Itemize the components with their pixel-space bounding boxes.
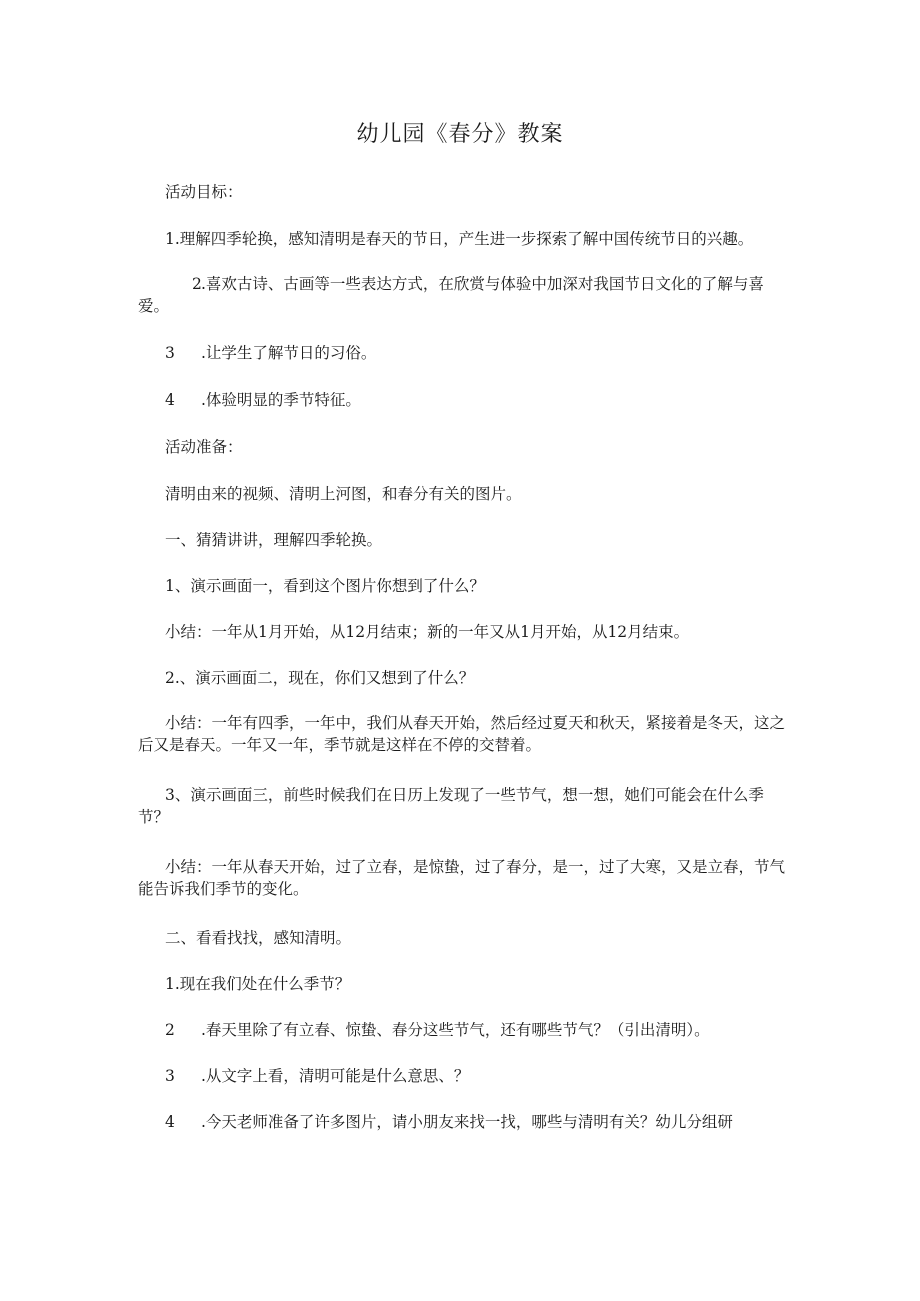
- part2-number: 3: [165, 1067, 175, 1085]
- goal-number: 3: [165, 344, 175, 362]
- part2-number: 4: [165, 1113, 175, 1131]
- part1-summary-1: 小结：一年从1月开始，从12月结束；新的一年又从1月开始，从12月结束。: [165, 623, 690, 641]
- part1-heading: 一、猜猜讲讲，理解四季轮换。: [165, 531, 383, 549]
- goal-item-4: [138, 389, 813, 411]
- goal-text: .喜欢古诗、古画等一些表达方式，在欣赏与体验中加深对我国节日文化的了解与喜爱。: [138, 275, 764, 315]
- goal-text: .让学生了解节日的习俗。: [201, 344, 377, 362]
- part2-item-2: [138, 1019, 813, 1041]
- part1-item-2: 2.、演示画面二，现在，你们又想到了什么？: [165, 669, 475, 687]
- part1-summary-2: 小结：一年有四季，一年中，我们从春天开始，然后经过夏天和秋天，紧接着是冬天，这之后又是春天。一年又一年，季节就是这样在不停的交替着。: [138, 714, 786, 754]
- part2-text: .今天老师准备了许多图片，请小朋友来找一找，哪些与清明有关？幼儿分组研: [201, 1113, 733, 1131]
- part1-item-3: 3、演示画面三，前些时候我们在日历上发现了一些节气，想一想，她们可能会在什么季节？: [138, 786, 764, 826]
- goals-heading: 活动目标：: [165, 183, 243, 201]
- goal-number: 4: [165, 391, 175, 409]
- part2-item-4: [138, 1111, 813, 1133]
- part2-number: 1.: [165, 975, 180, 993]
- part2-heading: 二、看看找找，感知清明。: [165, 929, 352, 947]
- goal-number: 1.: [165, 230, 180, 248]
- prep-heading: 活动准备：: [165, 438, 243, 456]
- document-title: 幼儿园《春分》教案: [356, 122, 564, 147]
- part2-number: 2: [165, 1021, 175, 1039]
- goal-text: .体验明显的季节特征。: [201, 391, 361, 409]
- part2-item-3: [138, 1065, 813, 1087]
- prep-text: 清明由来的视频、清明上河图，和春分有关的图片。: [165, 485, 522, 503]
- goal-item-1: [138, 228, 813, 250]
- goal-item-2: [138, 273, 786, 317]
- goal-text: 理解四季轮换，感知清明是春天的节日，产生进一步探索了解中国传统节日的兴趣。: [179, 230, 754, 248]
- part2-text: 现在我们处在什么季节？: [179, 975, 351, 993]
- goal-item-3: [138, 342, 813, 364]
- part1-item-1: 1、演示画面一，看到这个图片你想到了什么？: [165, 577, 485, 595]
- part2-text: .从文字上看，清明可能是什么意思、？: [201, 1067, 470, 1085]
- part2-item-1: [138, 973, 813, 995]
- part1-summary-3: 小结：一年从春天开始，过了立春，是惊蛰，过了春分，是一，过了大寒，又是立春，节气能告诉我们季节的变化。: [138, 858, 786, 898]
- part2-text: .春天里除了有立春、惊蛰、春分这些节气，还有哪些节气？（引出清明）。: [201, 1021, 710, 1039]
- goal-number: 2: [192, 275, 202, 293]
